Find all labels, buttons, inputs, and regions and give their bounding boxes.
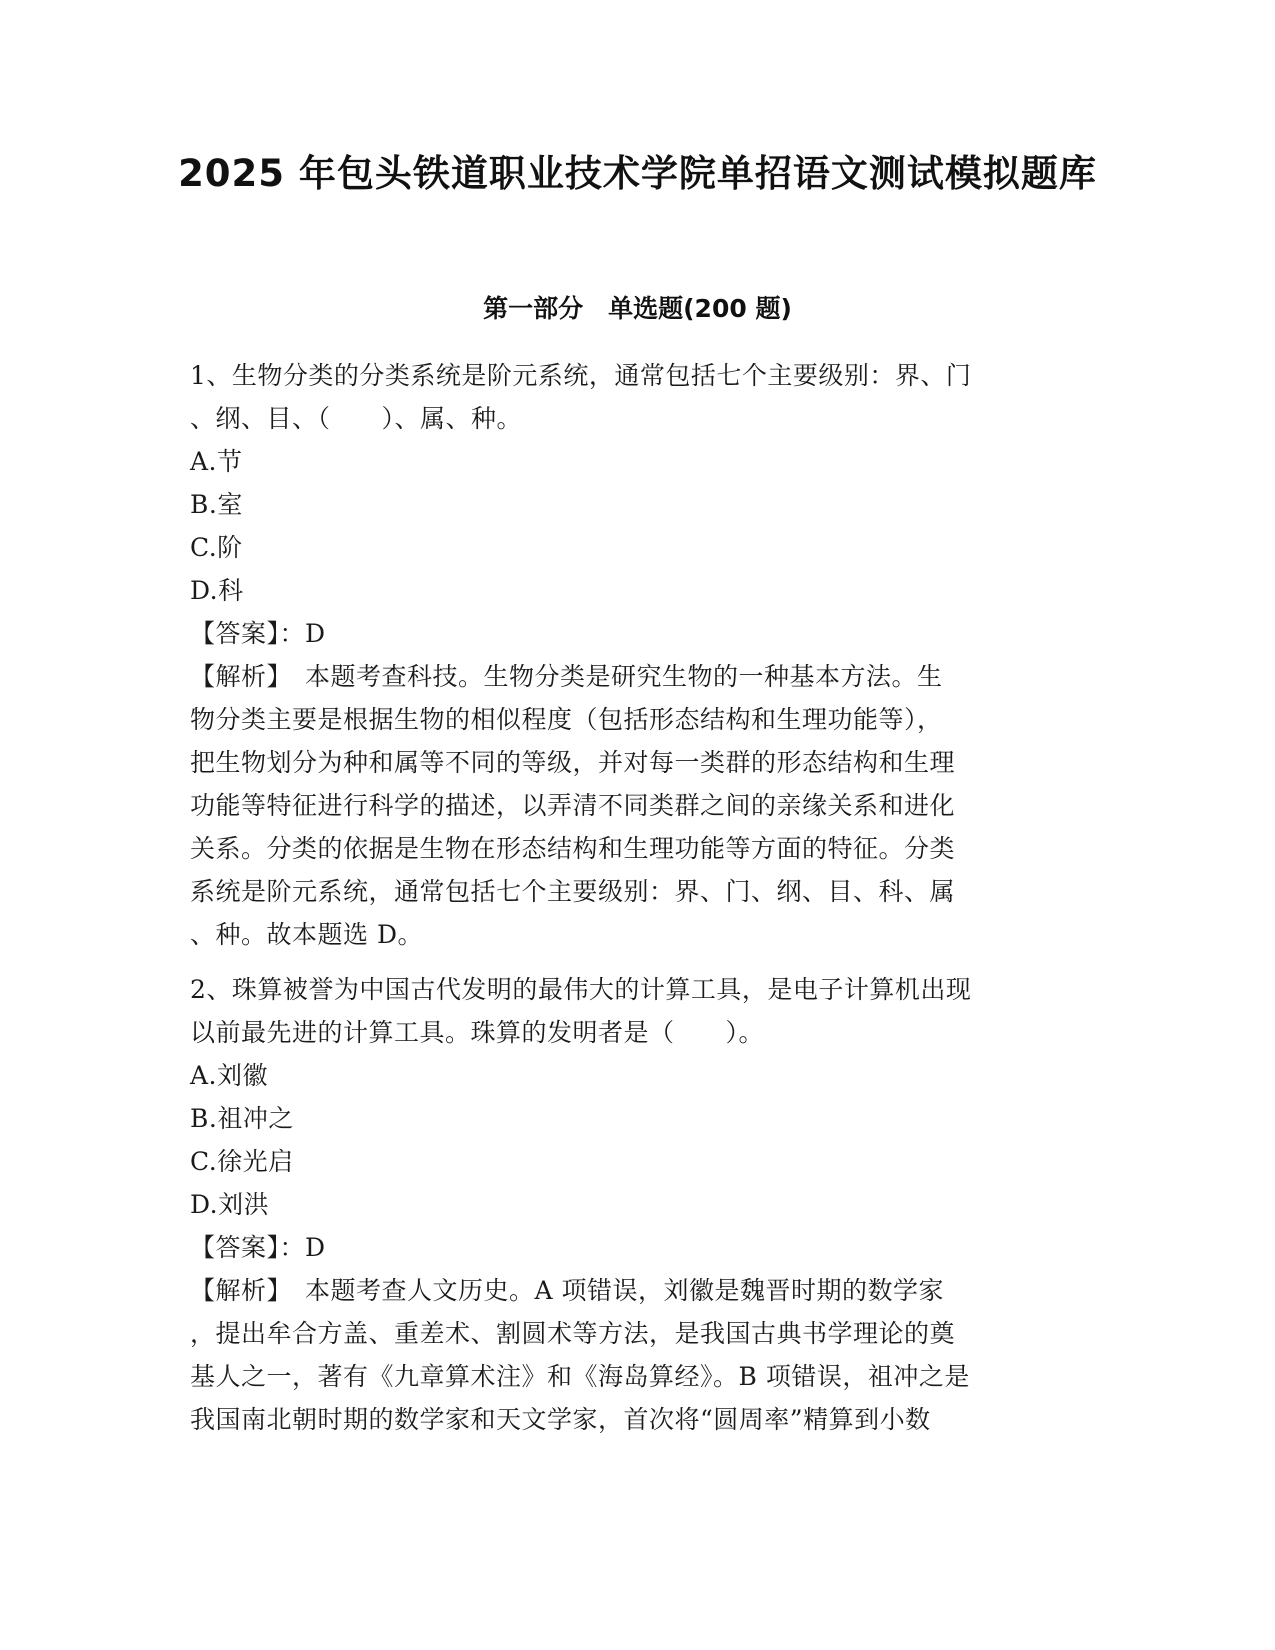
question-stem-line: 以前最先进的计算工具。珠算的发明者是（ ）。 bbox=[190, 1018, 765, 1047]
analysis-line: 、种。故本题选 D。 bbox=[190, 920, 423, 949]
option-c: C.徐光启 bbox=[190, 1147, 294, 1176]
option-a: A.节 bbox=[190, 447, 243, 476]
option-d: D.科 bbox=[190, 576, 244, 605]
option-d: D.刘洪 bbox=[190, 1190, 270, 1219]
analysis-line: 我国南北朝时期的数学家和天文学家，首次将“圆周率”精算到小数 bbox=[190, 1405, 931, 1434]
question-stem-line: 、纲、目、（ ）、属、种。 bbox=[190, 404, 523, 433]
answer-line: 【答案】：D bbox=[190, 1233, 326, 1262]
analysis-line: 关系。分类的依据是生物在形态结构和生理功能等方面的特征。分类 bbox=[190, 834, 956, 863]
analysis-line: 基人之一，著有《九章算术注》和《海岛算经》。B 项错误，祖冲之是 bbox=[190, 1362, 970, 1391]
analysis-line: 物分类主要是根据生物的相似程度（包括形态结构和生理功能等）， bbox=[190, 705, 943, 734]
analysis-line: 【解析】 本题考查科技。生物分类是研究生物的一种基本方法。生 bbox=[190, 662, 943, 691]
analysis-line: ，提出牟合方盖、重差术、割圆术等方法，是我国古典书学理论的奠 bbox=[190, 1319, 956, 1348]
question-2 bbox=[190, 968, 1090, 1441]
option-b: B.祖冲之 bbox=[190, 1104, 294, 1133]
analysis-line: 【解析】 本题考查人文历史。A 项错误，刘徽是魏晋时期的数学家 bbox=[190, 1276, 945, 1305]
question-gap bbox=[190, 956, 1090, 968]
analysis-line: 系统是阶元系统，通常包括七个主要级别：界、门、纲、目、科、属 bbox=[190, 877, 956, 906]
option-a: A.刘徽 bbox=[190, 1061, 269, 1090]
document-title: 2025 年包头铁道职业技术学院单招语文测试模拟题库 bbox=[178, 152, 1097, 195]
analysis-line: 把生物划分为种和属等不同的等级，并对每一类群的形态结构和生理 bbox=[190, 748, 956, 777]
question-stem-line: 2、珠算被誉为中国古代发明的最伟大的计算工具，是电子计算机出现 bbox=[190, 975, 972, 1004]
section-title: 第一部分 单选题(200 题) bbox=[483, 294, 792, 323]
option-c: C.阶 bbox=[190, 533, 243, 562]
question-list bbox=[190, 354, 1090, 1441]
answer-line: 【答案】：D bbox=[190, 619, 326, 648]
option-b: B.室 bbox=[190, 490, 243, 519]
question-stem-line: 1、生物分类的分类系统是阶元系统，通常包括七个主要级别：界、门 bbox=[190, 361, 972, 390]
analysis-line: 功能等特征进行科学的描述，以弄清不同类群之间的亲缘关系和进化 bbox=[190, 791, 956, 820]
question-1 bbox=[190, 354, 1090, 956]
